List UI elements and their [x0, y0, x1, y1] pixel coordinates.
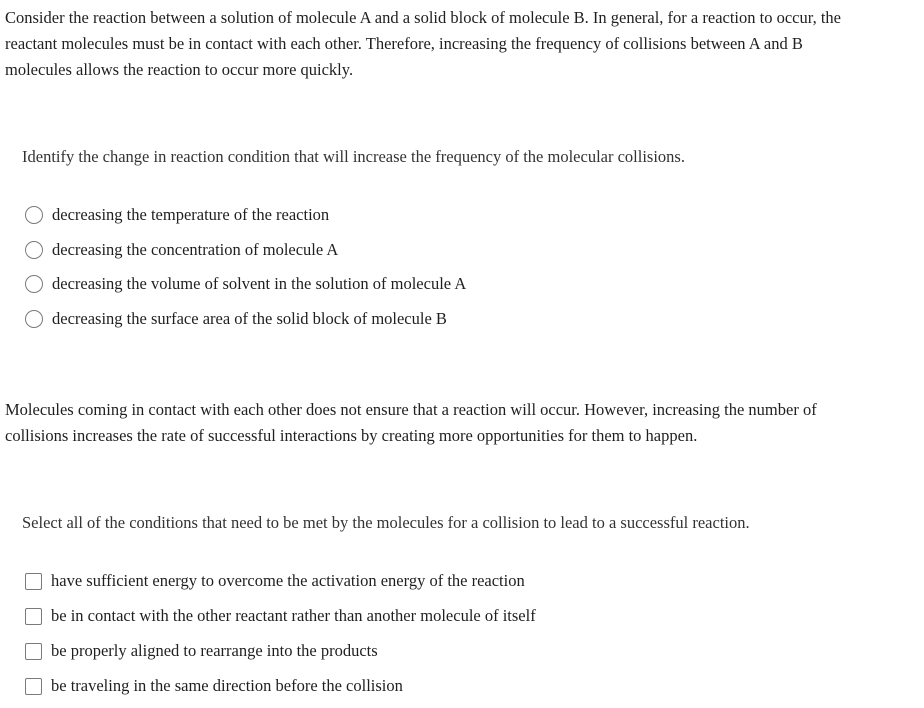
- radio-button[interactable]: [25, 275, 43, 293]
- option-label: have sufficient energy to overcome the activation energy of the reaction: [51, 571, 525, 590]
- checkbox[interactable]: [25, 678, 42, 695]
- intro-line: reactant molecules must be in contact with each other. Therefore, increasing the frequency of collisions between A and B: [5, 34, 803, 53]
- question2-prompt: Select all of the conditions that need to be met by the molecules for a collision to lead to a successful reaction.: [22, 513, 750, 532]
- explanation-line: Molecules coming in contact with each other does not ensure that a reaction will occur. However, increasing the number of: [5, 400, 817, 419]
- intro-line: molecules allows the reaction to occur more quickly.: [5, 60, 354, 79]
- radio-button[interactable]: [25, 241, 43, 259]
- question1-option-concentration[interactable]: [25, 239, 338, 261]
- option-label: be traveling in the same direction before the collision: [51, 676, 403, 695]
- checkbox[interactable]: [25, 643, 42, 660]
- question1-prompt: Identify the change in reaction condition that will increase the frequency of the molecular collisions.: [22, 147, 685, 166]
- radio-button[interactable]: [25, 310, 43, 328]
- option-label: decreasing the temperature of the reaction: [52, 205, 330, 224]
- question2-option-contact-other-reactant[interactable]: [25, 605, 536, 627]
- question1-option-surface-area[interactable]: [25, 308, 447, 330]
- intro-paragraph: [5, 5, 923, 83]
- option-label: be properly aligned to rearrange into the products: [51, 641, 378, 660]
- option-label: be in contact with the other reactant rather than another molecule of itself: [51, 606, 536, 625]
- option-label: decreasing the volume of solvent in the solution of molecule A: [52, 274, 467, 293]
- question2-option-activation-energy[interactable]: [25, 570, 525, 592]
- explanation-paragraph: [5, 397, 923, 449]
- question2-option-proper-alignment[interactable]: [25, 640, 378, 662]
- option-label: decreasing the surface area of the solid block of molecule B: [52, 309, 447, 328]
- checkbox[interactable]: [25, 608, 42, 625]
- explanation-line: collisions increases the rate of successful interactions by creating more opportunities for them to happen.: [5, 426, 698, 445]
- radio-button[interactable]: [25, 206, 43, 224]
- question1-option-solvent-volume[interactable]: [25, 273, 466, 295]
- checkbox[interactable]: [25, 573, 42, 590]
- intro-line: Consider the reaction between a solution of molecule A and a solid block of molecule B. In general, for a reaction to occur, the: [5, 8, 841, 27]
- option-label: decreasing the concentration of molecule A: [52, 240, 339, 259]
- question2-option-same-direction[interactable]: [25, 675, 403, 697]
- question1-option-temperature[interactable]: [25, 204, 329, 226]
